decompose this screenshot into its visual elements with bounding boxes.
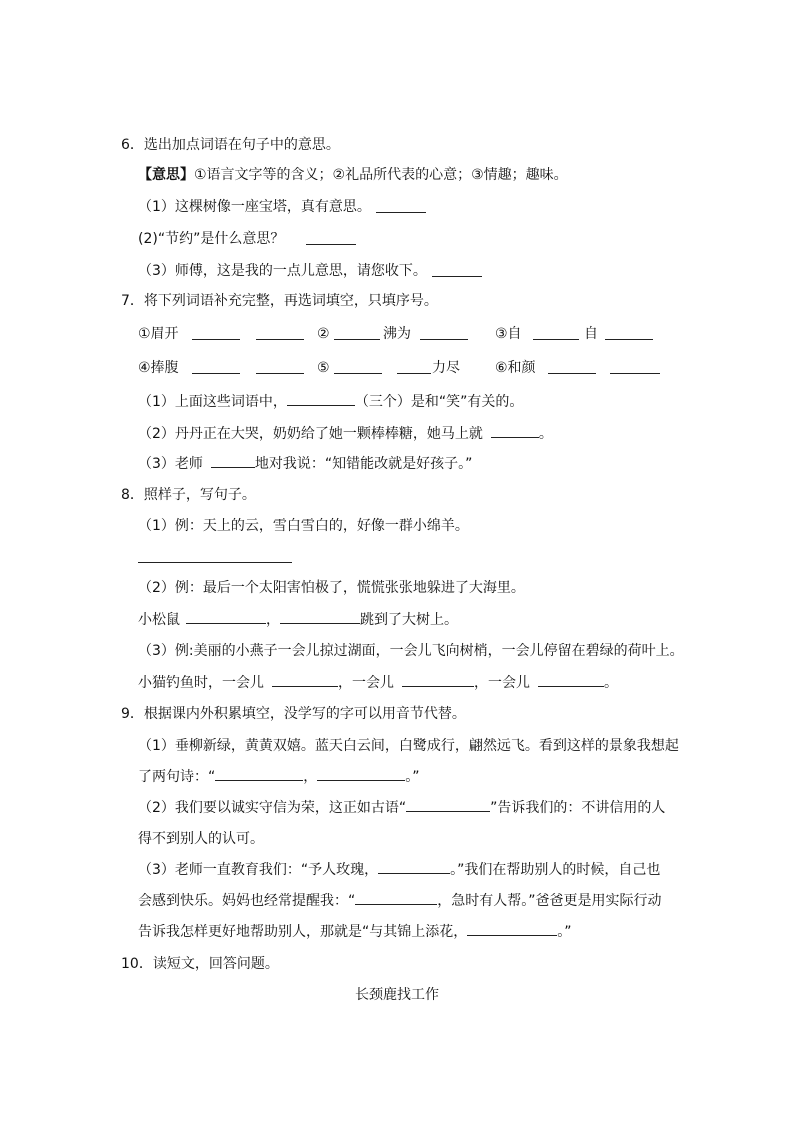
q9-part-2-line-1	[138, 799, 665, 817]
q9-part-3-line-1	[138, 861, 660, 879]
q9-part-2-line-1-start: （2）我们要以诚实守信为荣，这正如古语“	[138, 800, 407, 816]
q7-sentence-2-blank[interactable]	[491, 425, 539, 438]
q9-part-1-blank-b[interactable]	[317, 768, 405, 781]
q9-part-2-blank[interactable]	[406, 799, 490, 812]
q7-sentence-2-start: （2）丹丹正在大哭，奶奶给了她一颗棒棒糖，她马上就	[138, 426, 483, 442]
q7-item-6: ⑥和颜	[495, 360, 536, 376]
q9-part-1-line-2-end: 。”	[405, 769, 420, 785]
q10-heading: 10．读短文，回答问题。	[121, 956, 279, 972]
q9-part-1-line-2	[138, 768, 420, 786]
q8-example-1: （1）例：天上的云，雪白雪白的，好像一群小绵羊。	[138, 518, 469, 534]
q6-definition	[138, 166, 568, 184]
q7-sentence-1-end: （三个）是和“笑”有关的。	[354, 394, 524, 410]
q8-example-2: （2）例：最后一个太阳害怕极了，慌慌张张地躲进了大海里。	[138, 580, 525, 596]
q8-example-2-comma: ，	[266, 612, 280, 628]
q7-item-4-blank-a[interactable]	[192, 373, 240, 374]
q8-example-2-fill	[138, 611, 458, 629]
q7-item-4-blank-b[interactable]	[256, 373, 304, 374]
q7-sentence-2-end: 。	[538, 426, 553, 442]
q7-sentence-1-blank[interactable]	[287, 393, 355, 406]
q7-sentence-3-blank[interactable]	[211, 455, 255, 468]
q9-part-3-line-1-end: 。”我们在帮助别人的时候，自己也	[450, 862, 661, 878]
q8-example-2-blank-b[interactable]	[280, 611, 360, 624]
q8-example-3-blank-c[interactable]	[538, 674, 604, 687]
q9-part-1-blank-a[interactable]	[215, 768, 303, 781]
q9-part-2-line-2: 得不到别人的认可。	[138, 831, 264, 847]
q7-item-5-suffix: 力尽	[432, 360, 460, 376]
q9-part-3-blank-c[interactable]	[467, 923, 557, 936]
q9-part-3-line-2	[138, 892, 662, 910]
q8-example-1-answer-line[interactable]	[138, 562, 292, 563]
q8-example-3-mid-1: ，一会儿	[338, 675, 394, 691]
q6-answer-blank-1[interactable]	[376, 212, 426, 213]
q7-sentence-2	[138, 425, 553, 443]
q7-item-3-blank-a[interactable]	[533, 339, 579, 340]
q6-sentence-1: （1）这棵树像一座宝塔，真有意思。	[138, 199, 371, 215]
q9-part-3-line-3-end: 。”	[557, 924, 572, 940]
q7-item-2-blank-a[interactable]	[334, 339, 380, 340]
q9-part-3-line-2-start: 会感到快乐。妈妈也经常提醒我：“	[138, 893, 356, 909]
q7-item-2-blank-b[interactable]	[420, 339, 468, 340]
q7-item-5-blank-b[interactable]	[397, 373, 431, 374]
q7-item-1-blank-a[interactable]	[192, 339, 240, 340]
q9-part-3-blank-a[interactable]	[378, 861, 450, 874]
q7-item-2-prefix: ②	[317, 326, 330, 342]
q8-example-3-blank-a[interactable]	[272, 674, 338, 687]
q7-item-4: ④捧腹	[138, 360, 179, 376]
q6-definition-label: 【意思】	[138, 167, 194, 183]
q8-example-3-fill	[138, 674, 618, 692]
q7-item-2-middle: 沸为	[383, 326, 411, 342]
q8-example-2-blank-a[interactable]	[186, 611, 266, 624]
q8-example-3-blank-b[interactable]	[402, 674, 474, 687]
q7-sentence-1	[138, 393, 523, 411]
q9-heading: 9．根据课内外积累填空，没学写的字可以用音节代替。	[121, 706, 466, 722]
q7-sentence-3-end: 地对我说：“知错能改就是好孩子。”	[254, 456, 473, 472]
q7-item-1-blank-b[interactable]	[256, 339, 304, 340]
q9-part-1-line-2-comma: ，	[303, 769, 318, 785]
q8-example-2-end: 跳到了大树上。	[360, 612, 458, 628]
q7-sentence-3-start: （3）老师	[138, 456, 203, 472]
q6-sentence-3: （3）师傅，这是我的一点儿意思，请您收下。	[138, 263, 427, 279]
q9-part-3-line-3	[138, 923, 572, 941]
q9-part-3-line-1-start: （3）老师一直教育我们：“予人玫瑰，	[138, 862, 379, 878]
q7-heading: 7．将下列词语补充完整，再选词填空，只填序号。	[121, 293, 438, 309]
q9-part-3-blank-b[interactable]	[355, 892, 437, 905]
q9-part-3-line-3-start: 告诉我怎样更好地帮助别人，那就是“与其锦上添花，	[138, 924, 468, 940]
q6-heading: 6．选出加点词语在句子中的意思。	[121, 137, 340, 153]
q6-definition-body: ①语言文字等的含义；②礼品所代表的心意；③情趣；趣味。	[194, 167, 568, 183]
q9-part-3-line-2-end: ，急时有人帮。”爸爸更是用实际行动	[437, 893, 662, 909]
q6-answer-blank-2[interactable]	[306, 244, 356, 245]
q7-item-3-middle: 自	[584, 326, 598, 342]
q7-sentence-3	[138, 455, 472, 473]
q6-sentence-2: (2)“节约”是什么意思？	[138, 231, 285, 247]
q7-item-1: ①眉开	[138, 326, 179, 342]
q9-part-1-line-2-start: 了两句诗：“	[138, 769, 216, 785]
q7-item-3-blank-b[interactable]	[605, 339, 653, 340]
q7-item-6-blank-b[interactable]	[610, 373, 660, 374]
q8-heading: 8．照样子，写句子。	[121, 487, 256, 503]
passage-title: 长颈鹿找工作	[355, 987, 439, 1003]
q7-item-5-prefix: ⑤	[317, 360, 330, 376]
q8-example-3-start: 小猫钓鱼时，一会儿	[138, 675, 264, 691]
q9-part-1-line-1: （1）垂柳新绿，黄黄双嬉。蓝天白云间，白鹭成行，翩然远飞。看到这样的景象我想起	[138, 738, 679, 754]
q8-example-2-subject: 小松鼠	[138, 612, 180, 628]
q6-answer-blank-3[interactable]	[432, 276, 482, 277]
q7-item-5-blank-a[interactable]	[334, 373, 382, 374]
q8-example-3-end: 。	[604, 675, 618, 691]
q7-sentence-1-start: （1）上面这些词语中，	[138, 394, 287, 410]
q7-item-3-prefix: ③自	[495, 326, 522, 342]
q7-item-6-blank-a[interactable]	[548, 373, 596, 374]
q8-example-3: （3）例:美丽的小燕子一会儿掠过湖面，一会儿飞向树梢，一会儿停留在碧绿的荷叶上。	[138, 643, 684, 659]
q8-example-3-mid-2: ，一会儿	[474, 675, 530, 691]
q9-part-2-line-1-end: ”告诉我们的：不讲信用的人	[490, 800, 666, 816]
